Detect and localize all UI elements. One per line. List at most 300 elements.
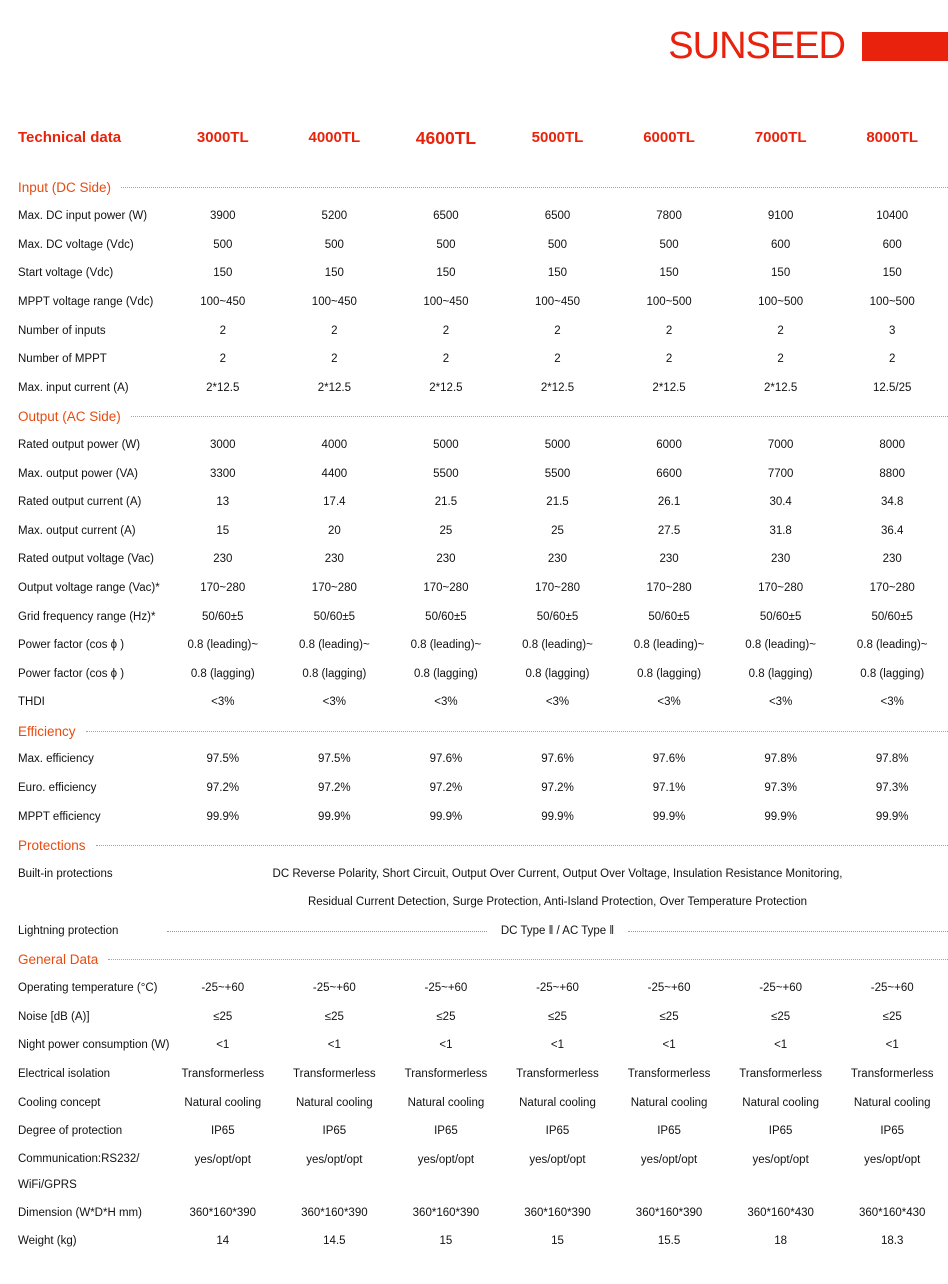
spec-row-mppt-voltage-range-vdc (18, 288, 948, 317)
value-cell-col4: 5500 (544, 467, 571, 480)
value-cell-col5: 100~500 (646, 295, 692, 308)
value-cell-col4: 2 (554, 353, 561, 366)
value-cell-col7: 8800 (879, 467, 905, 480)
spec-table (18, 124, 948, 1256)
value-cell-col3: IP65 (434, 1125, 458, 1138)
spec-row-number-of-inputs (18, 317, 948, 346)
value-cell-col4: Transformerless (516, 1068, 599, 1080)
row-label: Number of MPPT (18, 353, 107, 366)
value-cell-col3: 0.8 (leading)~ (410, 639, 482, 652)
logo-red-block (862, 32, 948, 61)
value-cell-col1: 3000 (209, 438, 236, 451)
value-cell-col2: 2*12.5 (317, 381, 351, 394)
value-cell-col6: 150 (771, 267, 791, 280)
row-label: Max. output current (A) (18, 524, 136, 537)
header-row (18, 124, 948, 153)
value-cell-col6: 100~500 (758, 295, 804, 308)
dash-rule-right (628, 931, 948, 932)
value-cell-col7: -25~+60 (870, 982, 914, 995)
value-cell-col1: 3300 (209, 467, 236, 480)
value-cell-col6: 170~280 (758, 581, 804, 594)
row-label: Rated output current (A) (18, 496, 142, 509)
row-label: Degree of protection (18, 1125, 123, 1138)
value-cell-col2: 4400 (321, 467, 348, 480)
value-cell-col7: 36.4 (881, 524, 904, 537)
value-cell-col5: 6000 (656, 438, 682, 451)
value-cell-col1: 2 (219, 324, 226, 337)
row-label: Weight (kg) (18, 1235, 77, 1248)
row-label: Noise [dB (A)] (18, 1010, 90, 1023)
value-cell-col5: ≤25 (659, 1010, 679, 1023)
row-label-line-1: Communication:RS232/ (18, 1152, 140, 1165)
value-cell-col5: 2*12.5 (652, 381, 686, 394)
section-protections (18, 831, 948, 860)
value-cell-col7: 150 (882, 267, 902, 280)
value-cell-col6: 0.8 (lagging) (748, 667, 813, 680)
model-header-4000tl: 4000TL (308, 129, 361, 146)
value-cell-col3: 230 (436, 553, 456, 566)
value-cell-col2: IP65 (322, 1125, 347, 1138)
value-cell-col3: 5000 (433, 438, 459, 451)
span-value: DC Reverse Polarity, Short Circuit, Output Over Current, Output Over Voltage, Insulation Resistance Monitoring, (272, 867, 843, 880)
section-dotted-rule (108, 959, 948, 960)
value-cell-col7: 50/60±5 (871, 610, 913, 623)
span-value: DC Type ‖ / AC Type ‖ (500, 925, 615, 938)
value-cell-col3: 2*12.5 (429, 381, 463, 394)
value-cell-col1: 50/60±5 (202, 610, 244, 623)
model-header-3000tl: 3000TL (196, 129, 249, 146)
row-label: Rated output power (W) (18, 438, 141, 451)
spec-row-operating-temperature-c (18, 974, 948, 1003)
spec-row-power-factor-cos (18, 631, 948, 660)
value-cell-col5: 2 (665, 353, 673, 366)
value-cell-col1: Transformerless (181, 1068, 265, 1080)
value-cell-col7: 0.8 (lagging) (860, 667, 925, 680)
value-cell-col2: Natural cooling (295, 1096, 373, 1109)
value-cell-col2: 97.5% (318, 753, 351, 766)
value-cell-col4: 2 (554, 324, 561, 337)
row-label: Electrical isolation (18, 1068, 111, 1080)
model-header-8000tl: 8000TL (866, 129, 919, 146)
value-cell-col2: 230 (324, 553, 344, 566)
value-cell-col7: 18.3 (881, 1235, 904, 1248)
value-cell-col6: <1 (774, 1039, 788, 1052)
value-cell-col4: 0.8 (lagging) (525, 667, 590, 680)
spec-row-degree-of-protection (18, 1117, 948, 1146)
value-cell-col5: 27.5 (657, 524, 681, 537)
value-cell-col3: 150 (436, 267, 456, 280)
value-cell-col1: 100~450 (200, 295, 246, 308)
value-cell-col5: 97.1% (652, 782, 686, 795)
row-label: Max. DC voltage (Vdc) (18, 238, 134, 251)
value-cell-col5: 500 (659, 238, 679, 251)
value-cell-col4: 97.6% (541, 753, 574, 766)
row-label: Built-in protections (18, 867, 113, 880)
value-cell-col3: -25~+60 (424, 982, 468, 995)
value-cell-col6: 97.8% (764, 753, 797, 766)
value-cell-col6: 97.3% (764, 782, 797, 795)
value-cell-col2: Transformerless (293, 1068, 376, 1080)
row-label: Max. efficiency (18, 753, 94, 766)
spec-row-electrical-isolation (18, 1060, 948, 1089)
value-cell-col4: 5000 (544, 438, 571, 451)
value-cell-col6: 2*12.5 (764, 381, 798, 394)
value-cell-col4: 21.5 (546, 496, 569, 509)
value-cell-col2: ≤25 (324, 1010, 344, 1023)
model-header-5000tl: 5000TL (531, 129, 584, 146)
value-cell-col4: 500 (547, 238, 568, 251)
value-cell-col6: Natural cooling (742, 1096, 819, 1109)
value-cell-col1: 230 (213, 553, 233, 566)
value-cell-col7: 97.8% (875, 753, 909, 766)
value-cell-col7: Transformerless (850, 1068, 934, 1080)
value-cell-col5: 26.1 (657, 496, 681, 509)
spec-row-noise-db-a (18, 1003, 948, 1032)
value-cell-col5: 170~280 (646, 581, 692, 594)
value-cell-col5: yes/opt/opt (640, 1153, 698, 1166)
value-cell-col4: 50/60±5 (536, 610, 579, 623)
value-cell-col4: 360*160*390 (524, 1206, 591, 1219)
value-cell-col5: 15.5 (657, 1235, 681, 1248)
value-cell-col5: 50/60±5 (648, 610, 690, 623)
value-cell-col7: 170~280 (869, 581, 915, 594)
value-cell-col6: 30.4 (769, 496, 792, 509)
spec-row-built-in-protections-line2 (18, 888, 948, 917)
row-label: MPPT efficiency (18, 810, 101, 823)
value-cell-col7: IP65 (880, 1125, 905, 1138)
value-cell-col7: 2 (889, 353, 896, 366)
value-cell-col7: 100~500 (869, 295, 915, 308)
spec-row-number-of-mppt (18, 345, 948, 374)
value-cell-col3: 50/60±5 (425, 610, 467, 623)
spec-row-lightning-protection (18, 917, 948, 946)
value-cell-col6: Transformerless (739, 1068, 822, 1080)
value-cell-col5: <1 (662, 1039, 676, 1052)
value-cell-col3: 0.8 (lagging) (413, 667, 478, 680)
value-cell-col1: 13 (216, 496, 230, 509)
value-cell-col2: 170~280 (311, 581, 357, 594)
spec-row-grid-frequency-range-hz (18, 603, 948, 632)
section-dotted-rule (96, 845, 948, 846)
value-cell-col6: 31.8 (769, 524, 792, 537)
value-cell-col4: 150 (547, 267, 568, 280)
spec-row-built-in-protections-line1 (18, 860, 948, 889)
value-cell-col5: 97.6% (652, 753, 686, 766)
spec-row-rated-output-voltage-vac (18, 545, 948, 574)
value-cell-col3: Transformerless (404, 1068, 488, 1080)
row-label: MPPT voltage range (Vdc) (18, 295, 154, 308)
row-label: Rated output voltage (Vac) (18, 553, 154, 566)
value-cell-col2: 0.8 (leading)~ (299, 639, 370, 652)
value-cell-col3: <3% (434, 696, 458, 709)
value-cell-col2: 2 (331, 324, 338, 337)
value-cell-col4: 230 (547, 553, 568, 566)
value-cell-col2: 17.4 (323, 496, 346, 509)
value-cell-col1: 97.2% (206, 782, 240, 795)
value-cell-col6: -25~+60 (759, 982, 803, 995)
row-label: Power factor (cos ϕ ) (18, 667, 125, 680)
value-cell-col5: 0.8 (leading)~ (633, 639, 705, 652)
value-cell-col6: 99.9% (764, 810, 797, 823)
value-cell-col7: 360*160*430 (858, 1206, 926, 1219)
section-dotted-rule (131, 416, 948, 417)
row-label: Operating temperature (°C) (18, 982, 158, 995)
value-cell-col3: 6500 (433, 210, 459, 223)
spec-row-thdi (18, 688, 948, 717)
spec-row-communication-rs232 (18, 1146, 948, 1199)
value-cell-col5: 150 (659, 267, 679, 280)
value-cell-col7: 8000 (879, 438, 905, 451)
model-header-7000tl: 7000TL (754, 129, 807, 146)
value-cell-col4: 100~450 (534, 295, 581, 308)
value-cell-col4: 99.9% (541, 810, 574, 823)
row-label: Grid frequency range (Hz)* (18, 610, 156, 623)
value-cell-col2: 4000 (321, 438, 348, 451)
spec-row-max-efficiency (18, 745, 948, 774)
span-value: Residual Current Detection, Surge Protection, Anti-Island Protection, Over Temperature Protection (307, 896, 807, 909)
value-cell-col7: ≤25 (882, 1010, 902, 1023)
value-cell-col5: IP65 (657, 1125, 681, 1138)
spec-row-mppt-efficiency (18, 803, 948, 832)
value-cell-col6: IP65 (768, 1125, 793, 1138)
value-cell-col6: 9100 (767, 210, 794, 223)
model-header-6000tl: 6000TL (643, 129, 695, 146)
value-cell-col6: 360*160*430 (747, 1206, 814, 1219)
value-cell-col1: 2 (219, 353, 226, 366)
value-cell-col4: IP65 (545, 1125, 570, 1138)
row-label: Max. output power (VA) (18, 467, 138, 480)
section-title-label: Protections (18, 838, 86, 854)
value-cell-col3: 97.6% (429, 753, 463, 766)
value-cell-col1: 500 (213, 238, 233, 251)
spec-row-max-output-power-va (18, 460, 948, 489)
row-label: Night power consumption (W) (18, 1039, 170, 1052)
value-cell-col2: 500 (324, 238, 344, 251)
value-cell-col3: 360*160*390 (412, 1206, 480, 1219)
value-cell-col1: 2*12.5 (206, 381, 240, 394)
value-cell-col5: -25~+60 (647, 982, 691, 995)
spec-table-body (18, 174, 948, 1256)
value-cell-col3: 170~280 (423, 581, 469, 594)
value-cell-col7: <3% (880, 696, 904, 709)
value-cell-col1: 99.9% (206, 810, 240, 823)
spec-row-power-factor-cos (18, 660, 948, 689)
value-cell-col3: 2 (442, 353, 450, 366)
value-cell-col4: <1 (550, 1039, 565, 1052)
value-cell-col7: 10400 (876, 210, 909, 223)
value-cell-col4: ≤25 (547, 1010, 568, 1023)
value-cell-col3: 100~450 (423, 295, 469, 308)
value-cell-col5: 99.9% (652, 810, 686, 823)
value-cell-col6: 2 (777, 324, 784, 337)
value-cell-col6: 7000 (767, 438, 794, 451)
value-cell-col3: 99.9% (429, 810, 463, 823)
section-input-dc-side (18, 174, 948, 203)
row-label: Start voltage (Vdc) (18, 267, 114, 280)
spec-row-cooling-concept (18, 1089, 948, 1118)
value-cell-col5: 230 (659, 553, 679, 566)
value-cell-col2: <3% (322, 696, 347, 709)
value-cell-col7: 230 (882, 553, 902, 566)
row-label: Euro. efficiency (18, 782, 97, 795)
value-cell-col3: 5500 (433, 467, 459, 480)
value-cell-col4: 97.2% (541, 782, 574, 795)
value-cell-col6: ≤25 (771, 1010, 791, 1023)
value-cell-col3: <1 (439, 1039, 453, 1052)
row-label: THDI (18, 696, 45, 709)
value-cell-col2: 50/60±5 (313, 610, 356, 623)
value-cell-col4: -25~+60 (536, 982, 579, 995)
logo (668, 27, 948, 65)
spec-row-start-voltage-vdc (18, 259, 948, 288)
section-title-label: General Data (18, 952, 99, 968)
value-cell-col1: 150 (213, 267, 233, 280)
value-cell-col4: 0.8 (leading)~ (522, 639, 593, 652)
value-cell-col1: IP65 (210, 1125, 235, 1138)
value-cell-col3: 15 (439, 1235, 453, 1248)
row-label (18, 1146, 167, 1199)
spec-row-dimension-w-d-h-mm (18, 1199, 948, 1228)
value-cell-col6: 18 (774, 1235, 788, 1248)
value-cell-col4: 25 (551, 524, 564, 537)
row-label-line-2: WiFi/GPRS (18, 1179, 77, 1192)
spec-row-night-power-consumption-w (18, 1031, 948, 1060)
section-output-ac-side (18, 402, 948, 431)
value-cell-col2: 100~450 (311, 295, 357, 308)
row-label: Power factor (cos ϕ ) (18, 639, 125, 652)
spec-row-max-dc-input-power-w (18, 202, 948, 231)
row-label: Cooling concept (18, 1096, 101, 1109)
value-cell-col3: 97.2% (429, 782, 463, 795)
row-label: Output voltage range (Vac)* (18, 581, 160, 594)
value-cell-col2: -25~+60 (312, 982, 356, 995)
value-cell-col2: 2 (331, 353, 338, 366)
value-cell-col2: 97.2% (318, 782, 351, 795)
value-cell-col7: 97.3% (875, 782, 909, 795)
value-cell-col6: 0.8 (leading)~ (745, 639, 816, 652)
value-cell-col1: Natural cooling (184, 1096, 262, 1109)
value-cell-col7: 600 (882, 238, 902, 251)
value-cell-col1: 14 (216, 1235, 230, 1248)
value-cell-col1: yes/opt/opt (194, 1153, 251, 1166)
value-cell-col2: <1 (327, 1039, 341, 1052)
section-title-label: Output (AC Side) (18, 409, 121, 425)
spec-row-max-output-current-a (18, 517, 948, 546)
spec-row-max-input-current-a (18, 374, 948, 403)
row-label: Lightning protection (18, 925, 119, 938)
value-cell-col7: <1 (885, 1039, 899, 1052)
value-cell-col7: Natural cooling (853, 1096, 931, 1109)
value-cell-col6: yes/opt/opt (752, 1153, 809, 1166)
value-cell-col6: 7700 (767, 467, 794, 480)
value-cell-col6: 50/60±5 (759, 610, 802, 623)
row-label: Dimension (W*D*H mm) (18, 1206, 142, 1219)
value-cell-col4: 170~280 (534, 581, 581, 594)
value-cell-col6: 230 (771, 553, 791, 566)
section-title-label: Input (DC Side) (18, 180, 112, 196)
logo-text: SUNSEED (668, 25, 845, 67)
section-dotted-rule (121, 187, 948, 188)
dash-rule-left (167, 931, 487, 932)
value-cell-col2: 20 (327, 524, 341, 537)
value-cell-col4: <3% (545, 696, 570, 709)
value-cell-col1: 0.8 (lagging) (190, 667, 255, 680)
spec-row-output-voltage-range-vac (18, 574, 948, 603)
value-cell-col6: 600 (771, 238, 791, 251)
value-cell-col1: <3% (211, 696, 235, 709)
row-label: Number of inputs (18, 324, 106, 337)
spec-row-rated-output-current-a (18, 488, 948, 517)
model-header-4600tl: 4600TL (415, 128, 477, 148)
value-cell-col5: 6600 (656, 467, 682, 480)
value-cell-col1: 15 (216, 524, 230, 537)
value-cell-col3: 2 (442, 324, 450, 337)
spec-row-rated-output-power-w (18, 431, 948, 460)
value-cell-col7: 99.9% (875, 810, 909, 823)
value-cell-col3: Natural cooling (407, 1096, 485, 1109)
value-cell-col6: 2 (777, 353, 784, 366)
value-cell-col1: 97.5% (206, 753, 240, 766)
row-label: Max. input current (A) (18, 381, 129, 394)
dashed-span (167, 917, 948, 946)
value-cell-col4: Natural cooling (519, 1096, 596, 1109)
spec-row-euro-efficiency (18, 774, 948, 803)
value-cell-col7: yes/opt/opt (864, 1153, 921, 1166)
value-cell-col1: ≤25 (213, 1010, 233, 1023)
value-cell-col5: Natural cooling (630, 1096, 708, 1109)
value-cell-col3: 25 (439, 524, 453, 537)
value-cell-col2: 14.5 (323, 1235, 346, 1248)
value-cell-col5: Transformerless (627, 1068, 711, 1080)
value-cell-col2: 99.9% (318, 810, 351, 823)
section-efficiency (18, 717, 948, 746)
value-cell-col4: 15 (551, 1235, 564, 1248)
value-cell-col7: 0.8 (leading)~ (856, 639, 928, 652)
value-cell-col2: yes/opt/opt (306, 1153, 363, 1166)
value-cell-col1: <1 (216, 1039, 230, 1052)
section-title-label: Efficiency (18, 723, 76, 739)
value-cell-col1: -25~+60 (201, 982, 245, 995)
value-cell-col4: 6500 (544, 210, 571, 223)
section-dotted-rule (86, 731, 948, 732)
spec-row-max-dc-voltage-vdc (18, 231, 948, 260)
value-cell-col7: 12.5/25 (873, 381, 912, 394)
value-cell-col1: 3900 (209, 210, 236, 223)
value-cell-col1: 170~280 (200, 581, 246, 594)
value-cell-col3: 500 (436, 238, 456, 251)
row-label: Max. DC input power (W) (18, 210, 148, 223)
value-cell-col2: 360*160*390 (301, 1206, 368, 1219)
value-cell-col5: 0.8 (lagging) (637, 667, 702, 680)
value-cell-col7: 34.8 (881, 496, 904, 509)
technical-data-heading: Technical data (18, 129, 122, 146)
value-cell-col3: ≤25 (436, 1010, 456, 1023)
value-cell-col5: 360*160*390 (635, 1206, 703, 1219)
value-cell-col2: 0.8 (lagging) (302, 667, 367, 680)
value-cell-col3: 21.5 (434, 496, 458, 509)
value-cell-col3: yes/opt/opt (417, 1153, 475, 1166)
value-cell-col1: 0.8 (leading)~ (187, 639, 259, 652)
value-cell-col5: 2 (665, 324, 673, 337)
value-cell-col2: 5200 (321, 210, 348, 223)
spec-row-weight-kg (18, 1227, 948, 1256)
value-cell-col2: 150 (324, 267, 344, 280)
value-cell-col1: 360*160*390 (189, 1206, 257, 1219)
value-cell-col4: 2*12.5 (540, 381, 575, 394)
section-general-data (18, 946, 948, 975)
value-cell-col5: <3% (657, 696, 681, 709)
value-cell-col4: yes/opt/opt (529, 1153, 586, 1166)
